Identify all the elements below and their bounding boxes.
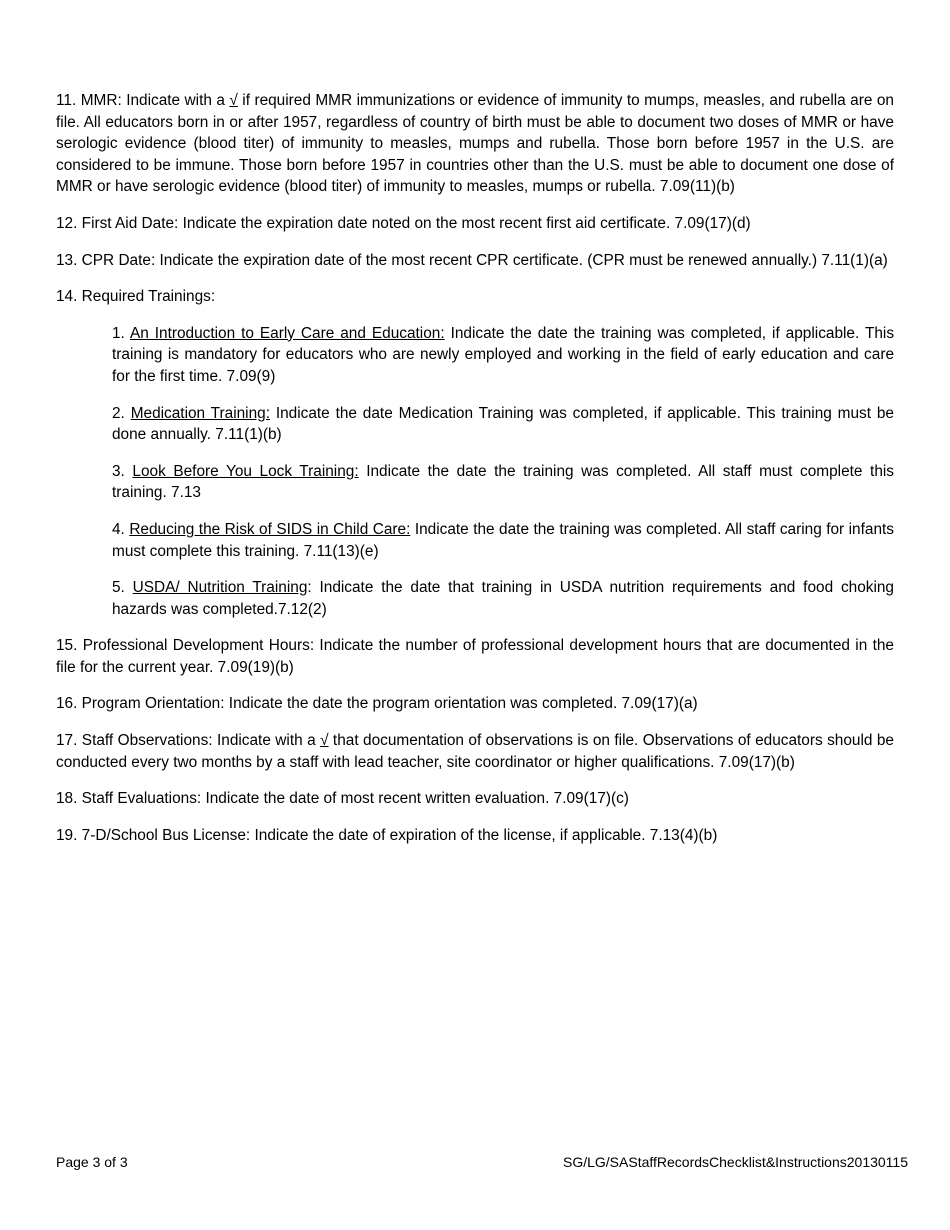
item-label: 18. Staff Evaluations: [56, 790, 202, 808]
training-title: Look Before You Lock Training: [132, 462, 359, 480]
document-body [56, 90, 894, 861]
page-number: Page 3 of 3 [56, 1154, 128, 1170]
item-label: 19. 7-D/School Bus License: [56, 826, 251, 844]
item-16-program-orientation: 16. Program Orientation: Indicate the date the program orientation was completed. 7.09(17)(a) [56, 695, 698, 713]
item-label: 12. First Aid Date: [56, 214, 179, 232]
checkmark-icon: √ [320, 732, 329, 750]
training-1: 1. An Introduction to Early Care and Education: Indicate the date the training was completed, if applicable. This training is mandatory for educators who are newly employed and working in the field of early education and care for the first time. 7.09(9) [112, 324, 895, 385]
item-13-cpr: 13. CPR Date: Indicate the expiration date of the most recent CPR certificate. (CPR must be renewed annually.) 7.11(1)(a) [56, 251, 888, 269]
training-4: 4. Reducing the Risk of SIDS in Child Care: Indicate the date the training was completed. All staff caring for infants must complete this training. 7.11(13)(e) [112, 520, 894, 560]
item-14-required-trainings [56, 286, 894, 308]
item-label: 16. Program Orientation: [56, 695, 225, 713]
item-label: 13. CPR Date: [56, 251, 156, 269]
item-label: 17. Staff Observations: [56, 732, 213, 750]
training-title: Reducing the Risk of SIDS in Child Care: [129, 520, 411, 538]
item-17-staff-observations: 17. Staff Observations: Indicate with a √ that documentation of observations is on file. Observations of educators should be conducted every two months by a staff with lead teacher, site coordinator or higher qualifications. 7.09(17)(b) [56, 732, 894, 771]
item-label: 11. MMR: [56, 92, 122, 109]
training-title: USDA/ Nutrition Training [132, 579, 308, 597]
training-5: 5. USDA/ Nutrition Training: Indicate the date that training in USDA nutrition requirements and food choking hazards was completed.7.12(2) [112, 579, 894, 618]
item-18-staff-evaluations: 18. Staff Evaluations: Indicate the date of most recent written evaluation. 7.09(17)(c) [56, 790, 629, 808]
training-3: 3. Look Before You Lock Training: Indicate the date the training was completed. All staff must complete this training. 7.13 [112, 462, 894, 502]
item-19-bus-license: 19. 7-D/School Bus License: Indicate the date of expiration of the license, if applicable. 7.13(4)(b) [56, 826, 718, 844]
item-12-first-aid: 12. First Aid Date: Indicate the expiration date noted on the most recent first aid certificate. 7.09(17)(d) [56, 214, 751, 232]
document-id: SG/LG/SAStaffRecordsChecklist&Instructions20130115 [563, 1154, 908, 1170]
training-title: Medication Training: [130, 404, 270, 422]
training-title: An Introduction to Early Care and Education: [129, 324, 445, 342]
item-label: 14. Required Trainings: [56, 288, 216, 306]
training-2: 2. Medication Training: Indicate the date Medication Training was completed, if applicable. This training must be done annually. 7.11(1)(b) [112, 404, 894, 444]
item-label: 15. Professional Development Hours: [56, 637, 315, 655]
item-15-professional-development: 15. Professional Development Hours: Indicate the number of professional development hours that are documented in the file for the current year. 7.09(19)(b) [56, 637, 894, 676]
checkmark-icon: √ [229, 92, 238, 109]
item-11-mmr: 11. MMR: Indicate with a √ if required MMR immunizations or evidence of immunity to mumps, measles, and rubella are on file. All educators born in or after 1957, regardless of country of birth must be able to document two doses of MMR or have serologic evidence (blood titer) of immunity to measles, mumps and rubella. Those born before 1957 in the U.S. are considered to be immune. Those born before 1957 in countries other than the U.S. must be able to document one dose of MMR or have serologic evidence (blood titer) of immunity to measles, mumps or rubella. 7.09(11)(b) [56, 92, 894, 196]
